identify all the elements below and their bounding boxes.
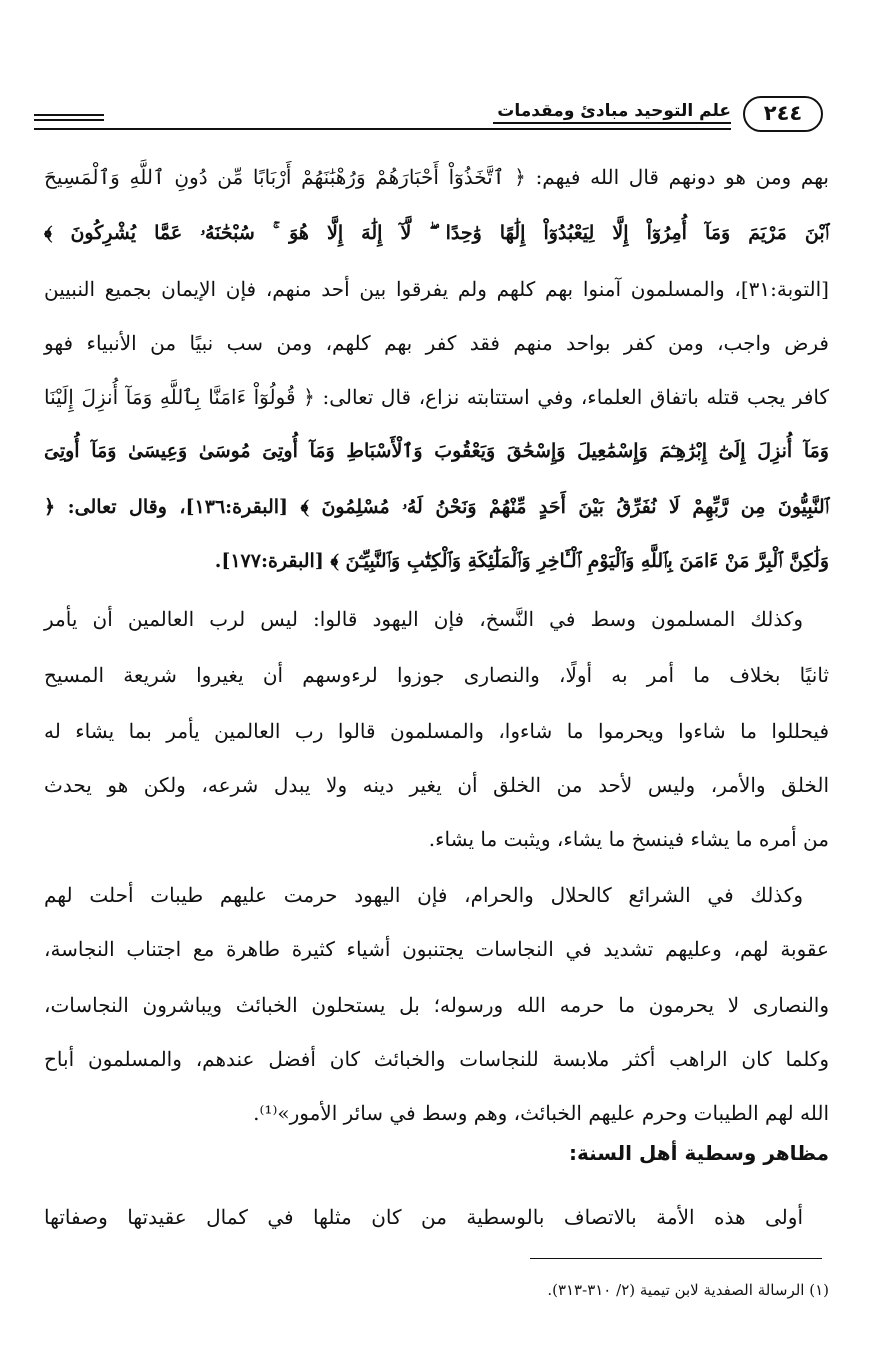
header-rule bbox=[34, 128, 731, 130]
text-line: وَمَآ أُنزِلَ إِلَىٰٓ إِبْرَٰهِـۧمَ وَإِسْمَٰعِيلَ وَإِسْحَٰقَ وَيَعْقُوبَ وَٱلْأَسْبَاطِ وَمَآ أُوتِىَ مُوسَىٰ وَعِيسَىٰ وَمَآ أُوتِىَ bbox=[44, 440, 829, 462]
text-line: الخلق والأمر، وليس لأحد من الخلق أن يغير دينه ولا يبدل شرعه، ولكن هو يحدث bbox=[44, 773, 829, 797]
text-line: الله لهم الطيبات وحرم عليهم الخبائث، وهم وسط في سائر الأمور»⁽¹⁾. bbox=[253, 1101, 829, 1125]
text-line: عقوبة لهم، وعليهم تشديد في النجاسات يجتنبون أشياء كثيرة طاهرة مع اجتناب النجاسة، bbox=[44, 937, 829, 961]
text-line: وكذلك المسلمون وسط في النَّسخ، فإن اليهود قالوا: ليس لرب العالمين أن يأمر bbox=[44, 607, 803, 631]
running-title: علم التوحيد مبادئ ومقدمات bbox=[497, 101, 731, 121]
footnote-rule bbox=[530, 1258, 822, 1259]
section-heading: مظاهر وسطية أهل السنة: bbox=[568, 1141, 829, 1165]
footnote: (١) الرسالة الصفدية لابن تيمية (٢/ ٣١٠-٣١٣). bbox=[547, 1281, 829, 1299]
text-line: كافر يجب قتله باتفاق العلماء، وفي استتابته نزاع، قال تعالى: ﴿ قُولُوٓاْ ءَامَنَّا بِٱللَّهِ وَمَآ أُنزِلَ إِلَيْنَا bbox=[44, 385, 829, 409]
text-line: ٱبْنَ مَرْيَمَ وَمَآ أُمِرُوٓاْ إِلَّا لِيَعْبُدُوٓاْ إِلَٰهًا وَٰحِدًا ۖ لَّآ إِلَٰهَ إِلَّا هُوَ ۚ سُبْحَٰنَهُۥ عَمَّا يُشْرِكُونَ ﴾ bbox=[44, 222, 829, 244]
text-line: فيحللوا ما شاءوا ويحرموا ما شاءوا، والمسلمون قالوا رب العالمين يأمر بما يشاء له bbox=[44, 719, 830, 743]
text-line: من أمره ما يشاء فينسخ ما يشاء، ويثبت ما يشاء. bbox=[428, 827, 829, 851]
text-line: فرض واجب، ومن كفر بواحد منهم فقد كفر بهم كلهم، ومن سب نبيًا من الأنبياء فهو bbox=[44, 331, 829, 355]
page-number: ٢٤٤ bbox=[743, 96, 823, 132]
text-line: وكذلك في الشرائع كالحلال والحرام، فإن اليهود حرمت عليهم طيبات أحلت لهم bbox=[44, 883, 803, 907]
header-rule bbox=[34, 119, 104, 121]
text-line: بهم ومن هو دونهم قال الله فيهم: ﴿ ٱتَّخَذُوٓاْ أَحْبَارَهُمْ وَرُهْبَٰنَهُمْ أَرْبَابًا مِّن دُونِ ٱللَّهِ وَٱلْمَسِيحَ bbox=[44, 165, 829, 189]
header-rule bbox=[34, 114, 104, 116]
text-line: ٱلنَّبِيُّونَ مِن رَّبِّهِمْ لَا نُفَرِّقُ بَيْنَ أَحَدٍ مِّنْهُمْ وَنَحْنُ لَهُۥ مُسْلِمُونَ ﴾ [البقرة:١٣٦]، وقال تعالى: ﴿ bbox=[44, 496, 830, 518]
header-rule bbox=[493, 122, 731, 124]
running-header bbox=[34, 92, 823, 140]
text-line: [التوبة:٣١]، والمسلمون آمنوا بهم كلهم ولم يفرقوا بين أحد منهم، فإن الإيمان بجميع النبيين bbox=[44, 277, 829, 301]
text-line: أولى هذه الأمة بالاتصاف بالوسطية من كان مثلها في كمال عقيدتها وصفاتها bbox=[44, 1205, 803, 1229]
text-line: وكلما كان الراهب أكثر ملابسة للنجاسات والخبائث كان أفضل عندهم، والمسلمون أباح bbox=[44, 1047, 829, 1071]
text-line: ثانيًا بخلاف ما أمر به أولًا، والنصارى جوزوا لرءوسهم أن يغيروا شريعة المسيح bbox=[44, 663, 829, 687]
text-line: وَلَٰكِنَّ ٱلْبِرَّ مَنْ ءَامَنَ بِٱللَّهِ وَٱلْيَوْمِ ٱلْـَٔاخِرِ وَٱلْمَلَٰٓئِكَةِ وَٱلْكِتَٰبِ وَٱلنَّبِيِّـۧنَ ﴾ [البقرة:١٧٧]. bbox=[214, 550, 829, 572]
text-line: والنصارى لا يحرمون ما حرمه الله ورسوله؛ بل يستحلون الخبائث ويباشرون النجاسات، bbox=[44, 993, 829, 1017]
